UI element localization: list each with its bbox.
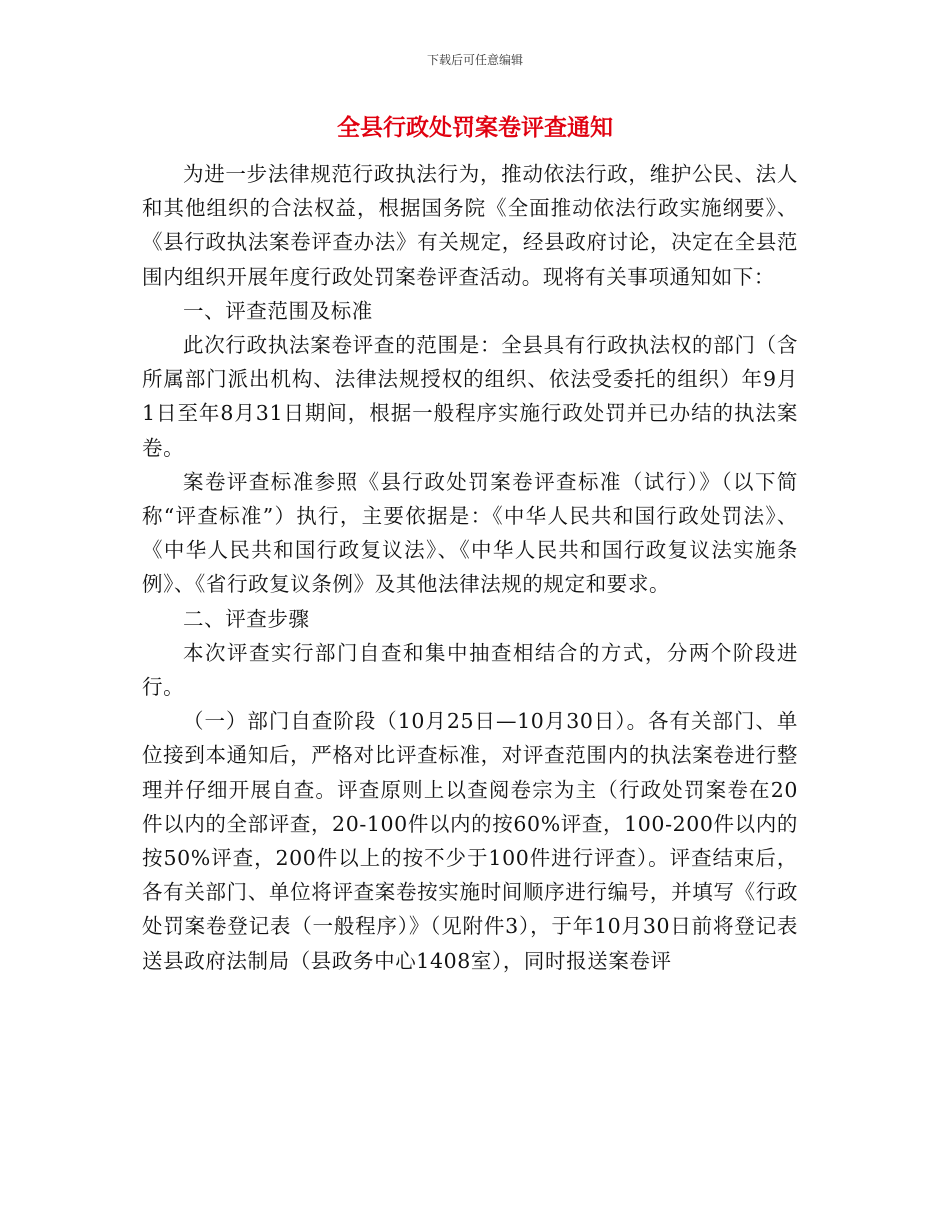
- document-body: [142, 157, 798, 978]
- paragraph-scope: 此次行政执法案卷评查的范围是：全县具有行政执法权的部门（含所属部门派出机构、法律法规授权的组织、依法受委托的组织）年9月1日至年8月31日期间，根据一般程序实施行政处罚并已办结的执法案卷。: [142, 333, 798, 460]
- document-title: 全县行政处罚案卷评查通知: [337, 114, 613, 141]
- paragraph-self-check: （一）部门自查阶段（10月25日—10月30日）。各有关部门、单位接到本通知后，严格对比评查标准，对评查范围内的执法案卷进行整理并仔细开展自查。评查原则上以查阅卷宗为主（行政处罚案卷在20件以内的全部评查，20-100件以内的按60%评查，100-200件以内的按50%评查，200件以上的按不少于100件进行评查）。评查结束后，各有关部门、单位将评查案卷按实施时间顺序进行编号，并填写《行政处罚案卷登记表（一般程序）》（见附件3），于年10月30日前将登记表送县政府法制局（县政务中心1408室），同时报送案卷评: [142, 709, 798, 973]
- section-heading-steps: 二、评查步骤: [183, 606, 310, 631]
- paragraph-steps: 本次评查实行部门自查和集中抽查相结合的方式，分两个阶段进行。: [142, 640, 798, 700]
- paragraph-standards: 案卷评查标准参照《县行政处罚案卷评查标准（试行）》（以下简称“评查标准”）执行，主要依据是：《中华人民共和国行政处罚法》、《中华人民共和国行政复议法》、《中华人民共和国行政复议法实施条例》、《省行政复议条例》及其他法律法规的规定和要求。: [142, 469, 798, 597]
- paragraph-intro: 为进一步法律规范行政执法行为，推动依法行政，维护公民、法人和其他组织的合法权益，根据国务院《全面推动依法行政实施纲要》、《县行政执法案卷评查办法》有关规定，经县政府讨论，决定在全县范围内组织开展年度行政处罚案卷评查活动。现将有关事项通知如下：: [142, 162, 798, 289]
- section-heading-scope: 一、评查范围及标准: [183, 298, 373, 323]
- header-note: 下载后可任意编辑: [426, 53, 523, 67]
